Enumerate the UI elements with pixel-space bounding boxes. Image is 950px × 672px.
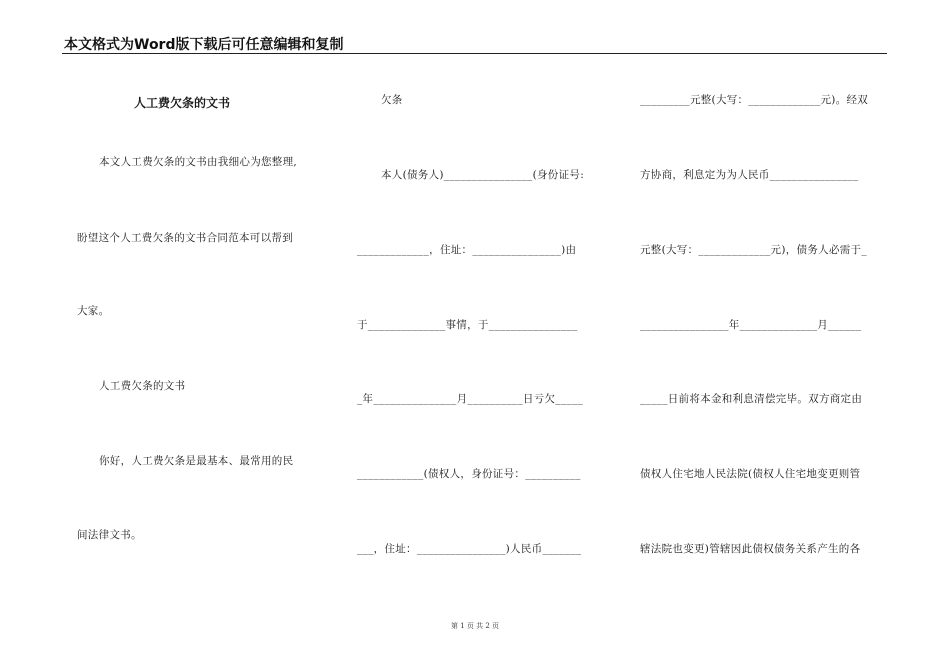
text-line: 辖法院也变更)管辖因此债权债务关系产生的各 (640, 543, 861, 555)
text-line: 欠条 (381, 94, 403, 106)
text-line: _年_______________月__________日亏欠_____ (357, 393, 584, 405)
text-line: ___，住址：________________)人民币_______ (357, 543, 582, 555)
text-line: _____________，住址：________________)由 (357, 244, 577, 256)
page-header-text: 本文格式为Word版下载后可任意编辑和复制 (64, 37, 344, 53)
page-number: 第 1 页 共 2 页 (450, 622, 500, 630)
header-divider (62, 53, 887, 54)
text-line: 债权人住宅地人民法院(债权人住宅地变更则管 (640, 468, 861, 480)
text-line: 方协商，利息定为为人民币________________ (640, 169, 859, 181)
text-line: ________________年______________月______ (640, 319, 862, 331)
text-line: 间法律文书。 (77, 529, 142, 541)
document-title: 人工费欠条的文书 (134, 96, 231, 110)
text-line: 你好，人工费欠条是最基本、最常用的民 (99, 455, 294, 467)
text-line: _________元整(大写：_____________元)。经双 (640, 94, 869, 106)
text-line: 本文人工费欠条的文书由我细心为您整理, (99, 156, 298, 168)
text-line: 元整(大写：_____________元)，债务人必需于_ (640, 244, 867, 256)
text-line: 本人(债务人)________________(身份证号: (381, 169, 585, 181)
text-line: ____________(债权人，身份证号：__________ (357, 468, 581, 480)
text-line: 大家。 (77, 305, 110, 317)
text-line: 于______________事情，于________________ (357, 319, 578, 331)
text-line: _____日前将本金和利息清偿完毕。双方商定由 (640, 393, 863, 405)
text-line: 人工费欠条的文书 (99, 380, 186, 392)
text-line: 盼望这个人工费欠条的文书合同范本可以帮到 (77, 232, 293, 244)
